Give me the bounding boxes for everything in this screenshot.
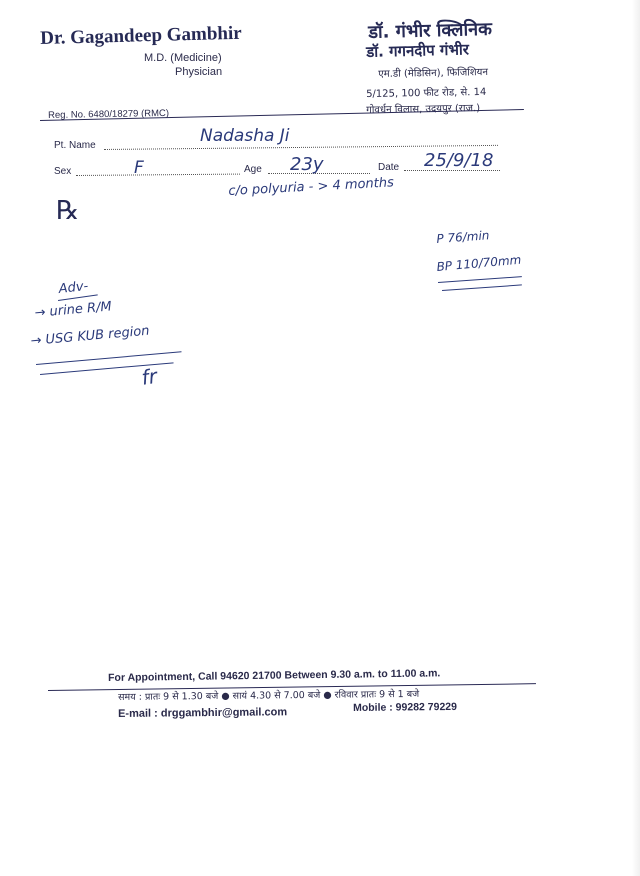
sex-line	[76, 174, 240, 176]
advice-heading: Adv-	[58, 278, 89, 297]
age-label: Age	[244, 164, 262, 175]
address-line1-hindi: 5/125, 100 फीट रोड, से. 14	[366, 86, 487, 100]
vitals-underline-1	[438, 276, 522, 283]
address-line2-hindi: गोवर्धन विलास, उदयपुर (राज.)	[366, 103, 481, 116]
vitals-pulse: P 76/min	[436, 228, 490, 246]
registration-number: Reg. No. 6480/18279 (RMC)	[48, 107, 170, 121]
chief-complaint: c/o polyuria - > 4 months	[228, 175, 395, 199]
sex-label: Sex	[54, 166, 72, 177]
date-value: 25/9/18	[424, 150, 494, 171]
rx-icon: ℞	[56, 196, 80, 226]
doctor-degree-hindi: एम.डी (मेडिसिन), फिजिशियन	[378, 67, 489, 80]
vitals-underline-2	[442, 284, 522, 291]
age-value: 23y	[290, 154, 324, 175]
appointment-info: For Appointment, Call 94620 21700 Between 9.30 a.m. to 11.00 a.m.	[108, 667, 441, 684]
clinic-email: E-mail : drggambhir@gmail.com	[118, 706, 288, 720]
advice-item-urine: → urine R/M	[34, 299, 113, 321]
doctor-name-hindi: डॉ. गगनदीप गंभीर	[366, 40, 470, 61]
clinic-timings-hindi: समय : प्रातः 9 से 1.30 बजे ● सायं 4.30 से 7.00 बजे ● रविवार प्रातः 9 से 1 बजे	[118, 688, 420, 703]
sex-value: F	[134, 158, 144, 178]
doctor-signature: fr	[140, 363, 159, 390]
clinic-name-hindi: डॉ. गंभीर क्लिनिक	[368, 18, 493, 43]
vitals-bp: BP 110/70mm	[436, 252, 522, 274]
patient-name-value: Nadasha Ji	[200, 126, 290, 146]
date-label: Date	[378, 162, 400, 173]
doctor-role: Physician	[175, 66, 223, 78]
clinic-mobile: Mobile : 99282 79229	[353, 700, 458, 714]
doctor-degree: M.D. (Medicine)	[144, 52, 222, 64]
patient-name-label: Pt. Name	[54, 140, 96, 151]
advice-item-usg: → USG KUB region	[30, 323, 151, 349]
doctor-name: Dr. Gagandeep Gambhir	[40, 22, 242, 49]
